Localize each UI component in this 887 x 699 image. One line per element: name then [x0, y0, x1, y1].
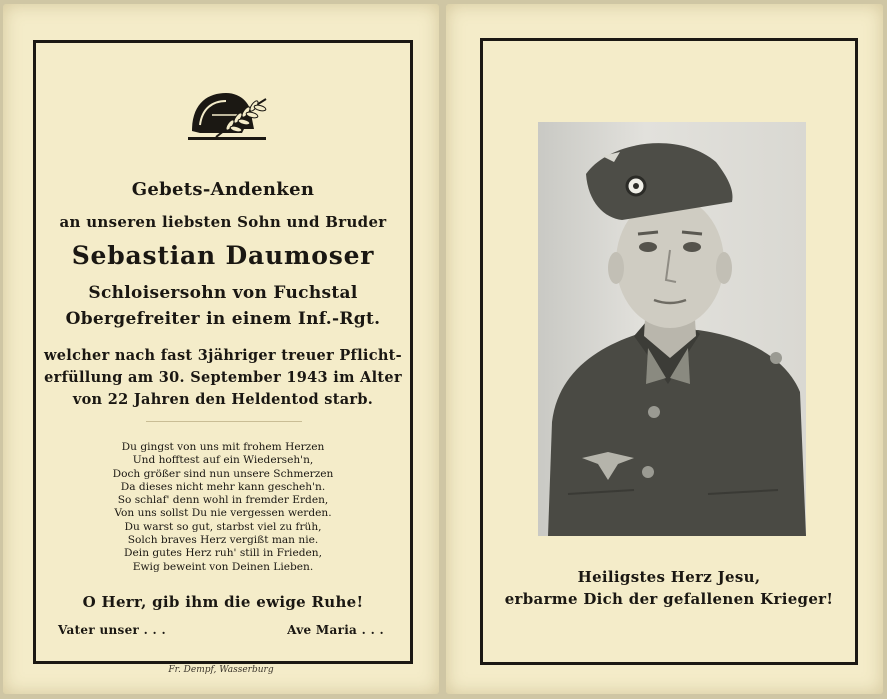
poem-line: Doch größer sind nun unsere Schmerzen — [112, 467, 334, 480]
deceased-name: Sebastian Daumoser — [71, 241, 375, 270]
divider-rule — [146, 421, 302, 422]
memorial-card-right — [446, 4, 883, 694]
soldier-portrait-drawing — [538, 122, 806, 536]
ave-maria: Ave Maria . . . — [287, 623, 384, 637]
death-text-line-1: welcher nach fast 3jähriger treuer Pflicht- — [43, 347, 403, 364]
poem-line: Und hofftest auf ein Wiederseh'n, — [132, 454, 314, 467]
poem-line: Da dieses nicht mehr kann gescheh'n. — [120, 480, 326, 493]
card-frame-right — [480, 38, 858, 665]
vater-unser: Vater unser . . . — [58, 623, 166, 637]
poem-line: Du gingst von uns mit frohem Herzen — [121, 441, 325, 453]
card-frame-left — [33, 40, 413, 664]
poem-line: Von uns sollst Du nie vergessen werden. — [114, 507, 332, 520]
card-title: Gebets-Andenken — [131, 179, 315, 200]
poem-line: Ewig beweint von Deinen Lieben. — [132, 560, 314, 573]
death-text-line-2: erfüllung am 30. September 1943 im Alter — [44, 369, 402, 386]
origin-line: Schloisersohn von Fuchstal — [88, 283, 358, 303]
death-text-line-3: von 22 Jahren den Heldentod starb. — [72, 391, 374, 408]
card-subtitle: an unseren liebsten Sohn und Bruder — [59, 213, 387, 231]
rank-line: Obergefreiter in einem Inf.-Rgt. — [65, 309, 381, 329]
soldier-portrait — [538, 122, 806, 536]
poem-line: Solch braves Herz vergißt man nie. — [127, 534, 319, 547]
poem-line: So schlaf' denn wohl in fremder Erden, — [117, 494, 329, 507]
poem-line: Du warst so gut, starbst viel zu früh, — [124, 520, 322, 533]
memorial-poem — [36, 441, 410, 574]
printer-imprint: Fr. Dempf, Wasserburg — [168, 665, 274, 675]
memorial-card-left — [3, 4, 439, 694]
caption-line-1: Heiligstes Herz Jesu, — [577, 568, 761, 586]
helmet-laurel-icon — [182, 85, 272, 147]
caption-line-2: erbarme Dich der gefallenen Krieger! — [504, 590, 834, 608]
poem-line: Dein gutes Herz ruh' still in Frieden, — [124, 547, 322, 560]
prayer-line: O Herr, gib ihm die ewige Ruhe! — [82, 593, 364, 611]
